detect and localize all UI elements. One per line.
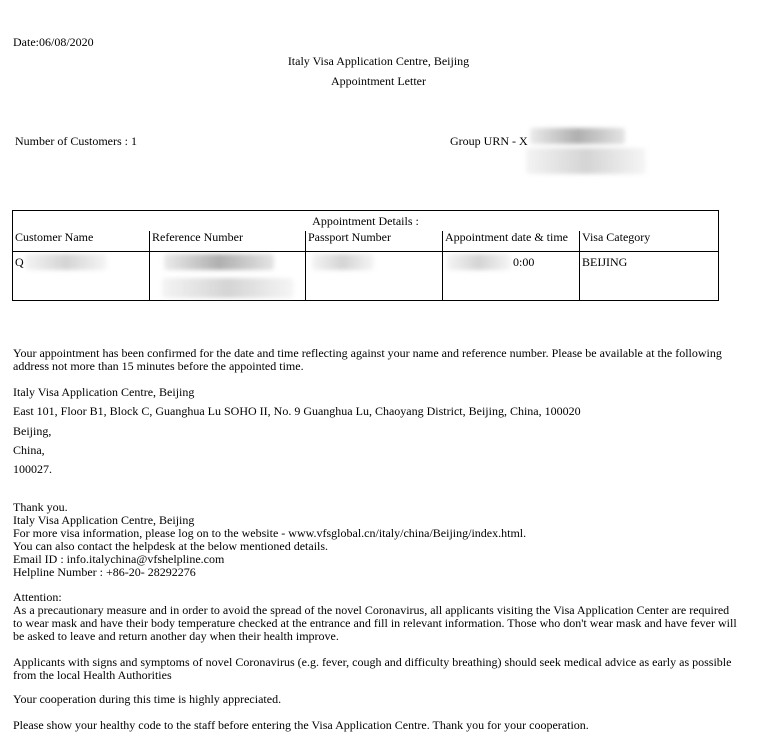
address-line-4: China, <box>13 443 45 457</box>
website-info: For more visa information, please log on to the website - www.vfsglobal.cn/italy/china/Beijing/index.html. <box>13 526 527 540</box>
redacted-reference-2 <box>162 278 294 298</box>
cell-appointment-time <box>443 252 580 301</box>
cooperation-text: Your cooperation during this time is highly appreciated. <box>13 692 282 706</box>
symptoms-text: Applicants with signs and symptoms of novel Coronavirus (e.g. fever, cough and difficulty breathing) should seek medical advice as early as possible from the local Health Authorities <box>13 655 732 682</box>
letter-title: Appointment Letter <box>331 74 426 88</box>
table-row <box>13 252 719 301</box>
column-header-passport-number: Passport Number <box>306 231 443 252</box>
appointment-table <box>12 210 719 301</box>
email-info: Email ID : info.italychina@vfshelpline.com <box>13 552 225 566</box>
table-caption <box>13 211 719 232</box>
appointment-time-value: 0:00 <box>513 255 535 269</box>
cell-passport-number <box>306 252 443 301</box>
redacted-passport <box>312 254 374 270</box>
cell-customer-name <box>13 252 150 301</box>
address-line-3: Beijing, <box>13 424 52 438</box>
helpline-info: Helpline Number : +86-20- 28292276 <box>13 565 196 579</box>
helpdesk-info: You can also contact the helpdesk at the below mentioned details. <box>13 539 329 553</box>
attention-title: Attention: <box>13 590 62 604</box>
address-line-2: East 101, Floor B1, Block C, Guanghua Lu SOHO II, No. 9 Guanghua Lu, Chaoyang District, Beijing, China, 100020 <box>13 404 581 418</box>
table-caption-text: Appointment Details : <box>312 214 419 228</box>
column-header-appointment-date: Appointment date & time <box>443 231 580 252</box>
column-header-visa-category: Visa Category <box>580 231 719 252</box>
redacted-urn-1 <box>530 128 625 144</box>
customer-name-value: Q <box>15 255 24 269</box>
letter-date: Date:06/08/2020 <box>13 35 94 49</box>
redacted-reference-1 <box>164 254 274 270</box>
address-line-1: Italy Visa Application Centre, Beijing <box>13 385 195 399</box>
address-line-5: 100027. <box>13 462 52 476</box>
redacted-urn-2 <box>526 148 646 174</box>
redacted-customer-name <box>25 254 107 270</box>
thank-you: Thank you. <box>13 500 68 514</box>
confirmation-text: Your appointment has been confirmed for the date and time reflecting against your name and reference number. Please be available at the following address not more than 15 minutes before the appointed time. <box>13 346 722 373</box>
column-header-customer-name: Customer Name <box>13 231 150 252</box>
attention-text: As a precautionary measure and in order to avoid the spread of the novel Coronavirus, all applicants visiting the Visa Application Center are required to wear mask and have their body temperature checked at the entrance and fill in relevant information. Those who don't wear mask and have fever will be asked to leave and return another day when their health improve. <box>13 603 737 643</box>
group-urn: Group URN - X <box>450 134 528 148</box>
cell-reference-number <box>150 252 306 301</box>
cell-visa-category: BEIJING <box>580 252 719 301</box>
redacted-appointment-date <box>447 254 511 270</box>
healthy-code-text: Please show your healthy code to the staff before entering the Visa Application Centre. Thank you for your cooperation. <box>13 718 589 732</box>
number-of-customers: Number of Customers : 1 <box>15 134 137 148</box>
column-header-reference-number: Reference Number <box>150 231 306 252</box>
centre-signature: Italy Visa Application Centre, Beijing <box>13 513 195 527</box>
centre-name: Italy Visa Application Centre, Beijing <box>287 54 470 68</box>
